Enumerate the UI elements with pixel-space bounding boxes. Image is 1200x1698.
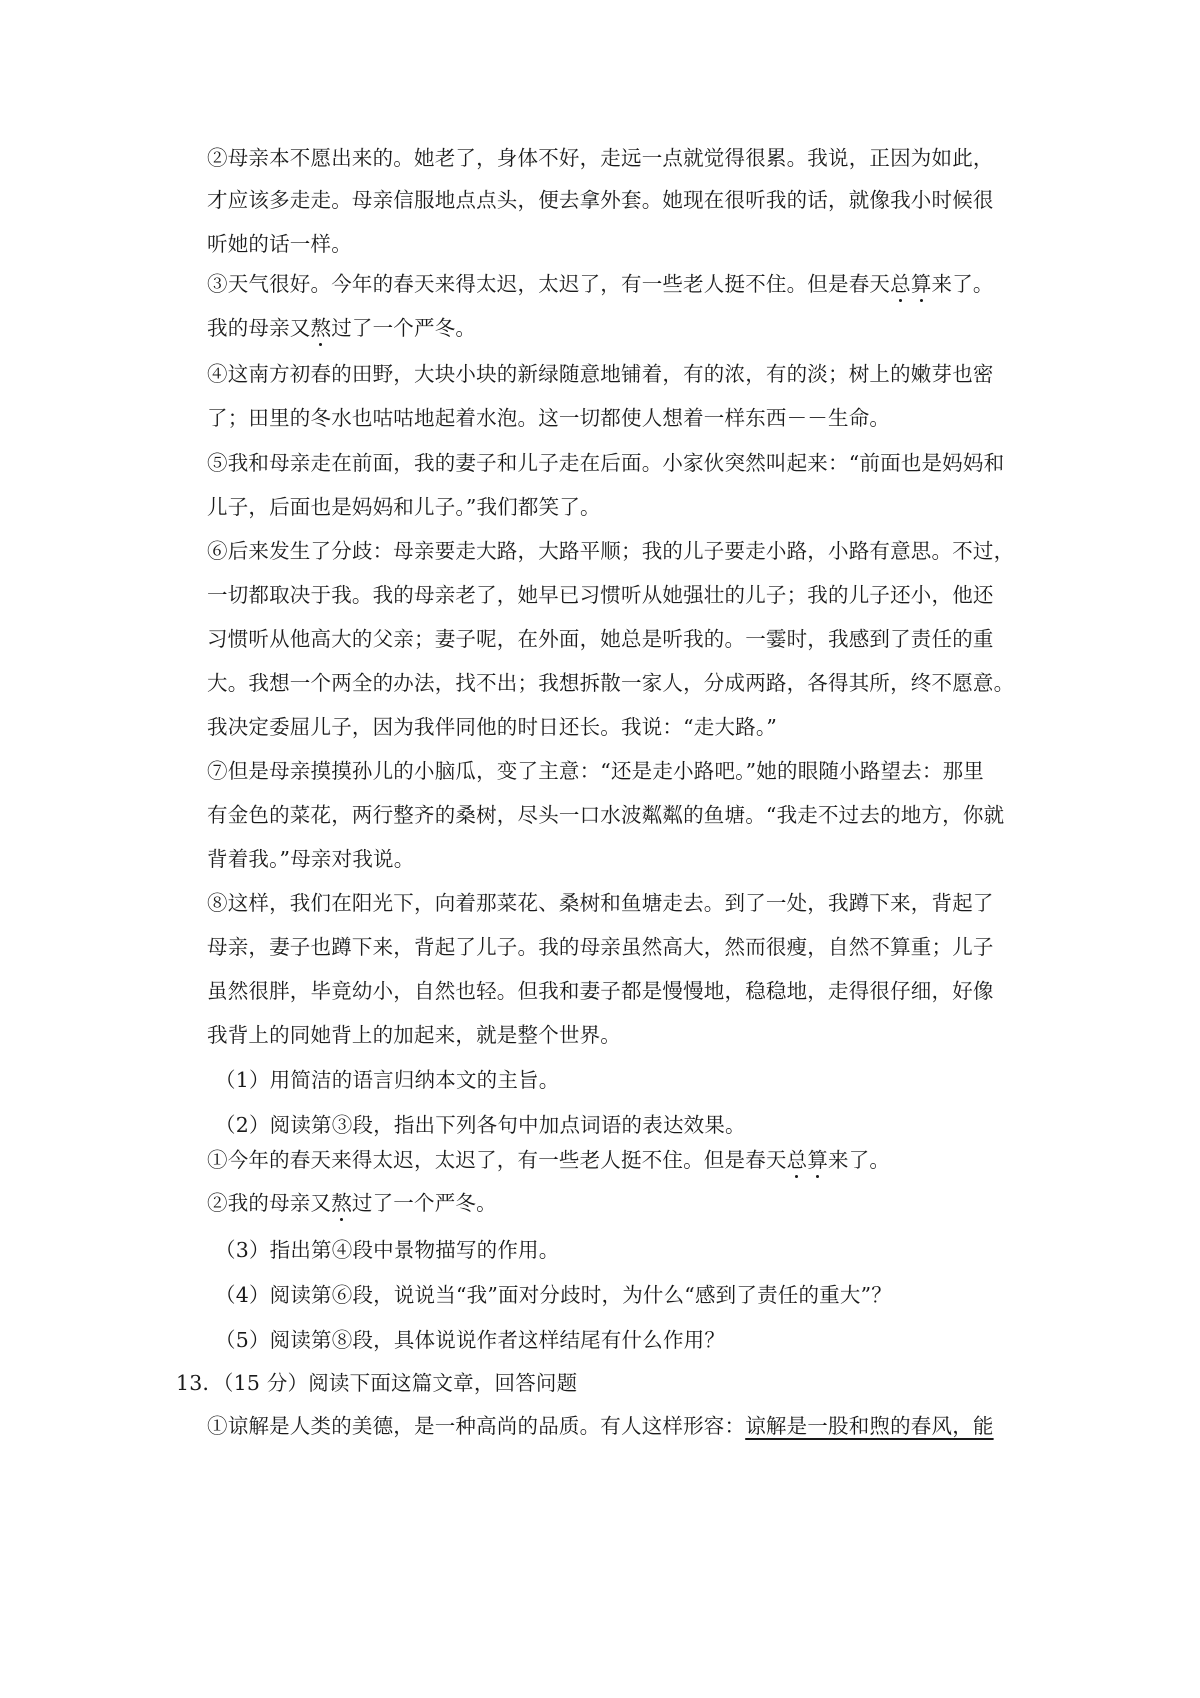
para6-line4: 大。我想一个两全的办法，找不出；我想拆散一家人，分成两路，各得其所，终不愿意。 xyxy=(207,671,1015,695)
question-2: （2）阅读第③段，指出下列各句中加点词语的表达效果。 xyxy=(215,1113,746,1137)
emphasis-dot-word: 算 xyxy=(910,272,932,296)
para6-line1: ⑥后来发生了分歧：母亲要走大路，大路平顺；我的儿子要走小路，小路有意思。不过， xyxy=(207,539,1015,563)
para6-line2: 一切都取决于我。我的母亲老了，她早已习惯听从她强壮的儿子；我的儿子还小，他还 xyxy=(207,583,994,607)
question-5: （5）阅读第⑧段，具体说说作者这样结尾有什么作用？ xyxy=(215,1328,726,1352)
question-2-item-2 xyxy=(207,1189,497,1217)
question-2-item-2-text: ②我的母亲又 xyxy=(207,1191,332,1215)
emphasis-dot-word: 总 xyxy=(890,272,911,296)
underlined-text: 谅解是一股和煦的春风，能 xyxy=(745,1414,994,1438)
para3-line2-text: 我的母亲又 xyxy=(207,316,311,340)
para3-line1 xyxy=(207,270,994,298)
para2-line2: 才应该多走走。母亲信服地点点头，便去拿外套。她现在很听我的话，就像我小时候很 xyxy=(207,188,994,212)
para7-line2: 有金色的菜花，两行整齐的桑树，尽头一口水波粼粼的鱼塘。“我走不过去的地方，你就 xyxy=(207,803,1005,827)
para3-line1-text: ③天气很好。今年的春天来得太迟，太迟了，有一些老人挺不住。但是春天 xyxy=(207,272,891,296)
question-2-item-1-text: ①今年的春天来得太迟，太迟了，有一些老人挺不住。但是春天 xyxy=(207,1148,787,1172)
para2-line1: ②母亲本不愿出来的。她老了，身体不好，走远一点就觉得很累。我说，正因为如此， xyxy=(207,146,994,170)
question-2-item-2-tail: 过了一个严冬。 xyxy=(351,1191,497,1215)
para6-line3: 习惯听从他高大的父亲；妻子呢，在外面，她总是听我的。一霎时，我感到了责任的重 xyxy=(207,627,994,651)
emphasis-dot-word: 算 xyxy=(807,1148,829,1172)
para8-line3: 虽然很胖，毕竟幼小，自然也轻。但我和妻子都是慢慢地，稳稳地，走得很仔细，好像 xyxy=(207,979,994,1003)
para7-line1: ⑦但是母亲摸摸孙儿的小脑瓜，变了主意：“还是走小路吧。”她的眼随小路望去：那里 xyxy=(207,759,985,783)
emphasis-dot-word: 熬 xyxy=(331,1191,352,1215)
question-4: （4）阅读第⑥段，说说当“我”面对分歧时，为什么“感到了责任的重大”？ xyxy=(215,1283,892,1307)
para8-line1: ⑧这样，我们在阳光下，向着那菜花、桑树和鱼塘走去。到了一处，我蹲下来，背起了 xyxy=(207,891,994,915)
emphasis-dot-word: 总 xyxy=(786,1148,808,1172)
question-2-item-1 xyxy=(207,1146,890,1174)
para4-line1: ④这南方初春的田野，大块小块的新绿随意地铺着，有的浓，有的淡；树上的嫩芽也密 xyxy=(207,362,994,386)
para8-line4: 我背上的同她背上的加起来，就是整个世界。 xyxy=(207,1023,621,1047)
para5-line1: ⑤我和母亲走在前面，我的妻子和儿子走在后面。小家伙突然叫起来：“前面也是妈妈和 xyxy=(207,451,1005,475)
para6-line5: 我决定委屈儿子，因为我伴同他的时日还长。我说：“走大路。” xyxy=(207,715,778,739)
emphasis-dot-word: 熬 xyxy=(310,316,332,340)
para3-line2 xyxy=(207,314,476,342)
para8-line2: 母亲，妻子也蹲下来，背起了儿子。我的母亲虽然高大，然而很瘦，自然不算重；儿子 xyxy=(207,935,994,959)
para3-line1-tail: 来了。 xyxy=(931,272,994,296)
para4-line2: 了；田里的冬水也咕咕地起着水泡。这一切都使人想着一样东西－－生命。 xyxy=(207,406,891,430)
question-13-heading: 13．（15 分）阅读下面这篇文章，回答问题 xyxy=(176,1371,578,1395)
question-13-line1-text: ①谅解是人类的美德，是一种高尚的品质。有人这样形容： xyxy=(207,1414,746,1438)
question-1: （1）用简洁的语言归纳本文的主旨。 xyxy=(215,1068,560,1092)
question-2-item-1-tail: 来了。 xyxy=(828,1148,891,1172)
question-13-line1 xyxy=(207,1412,994,1440)
para2-line3: 听她的话一样。 xyxy=(207,232,352,256)
para7-line3: 背着我。”母亲对我说。 xyxy=(207,847,415,871)
para5-line2: 儿子，后面也是妈妈和儿子。”我们都笑了。 xyxy=(207,495,601,519)
question-3: （3）指出第④段中景物描写的作用。 xyxy=(215,1238,560,1262)
para3-line2-tail: 过了一个严冬。 xyxy=(331,316,477,340)
